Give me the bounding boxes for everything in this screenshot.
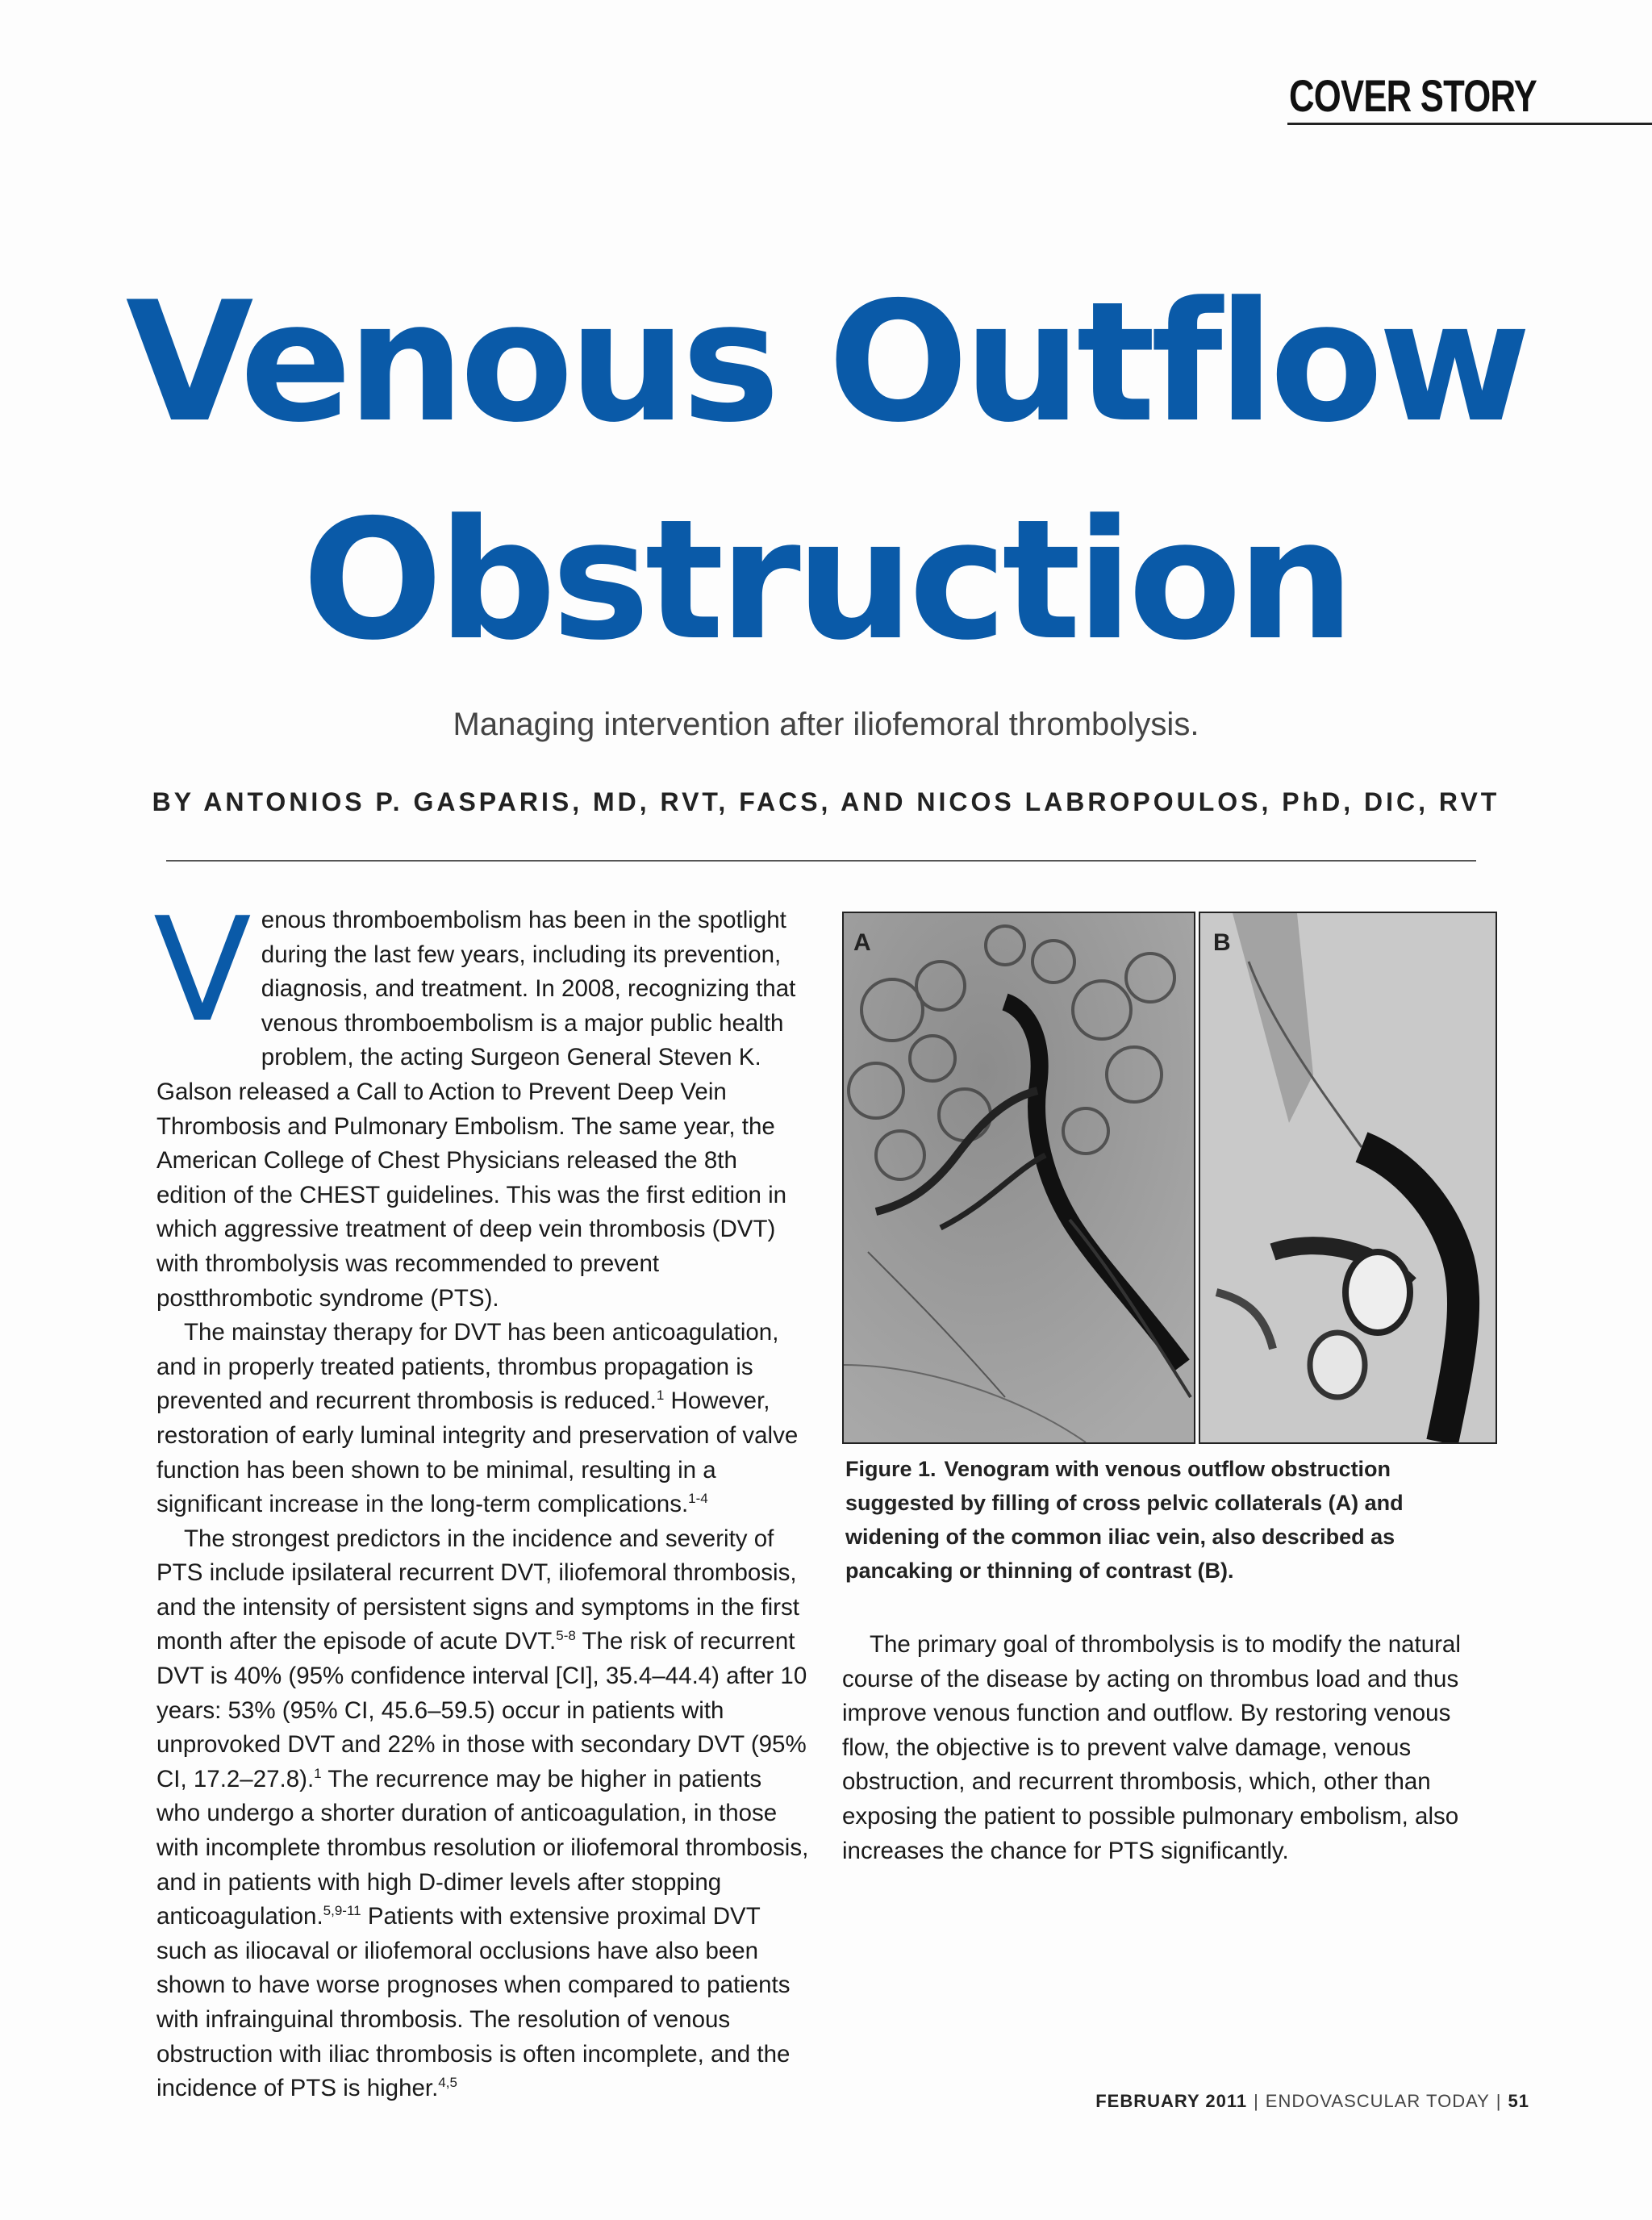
- reference-superscript: 1: [314, 1765, 322, 1781]
- reference-superscript: 1: [656, 1388, 665, 1404]
- paragraph-3-text-a: The strongest predictors in the incidence and severity of PTS include ipsilateral recurrent DVT, iliofemoral thrombosis, and the intensity of persistent signs and symptoms in the first month after the episode of acute DVT.: [156, 1525, 799, 1655]
- venogram-panel-a: [842, 912, 1195, 1444]
- reference-superscript: 4,5: [438, 2075, 457, 2091]
- paragraph-2-text-a: The mainstay therapy for DVT has been anticoagulation, and in properly treated patients, thrombus propagation is prevented and recurrent thrombosis is reduced.: [156, 1319, 779, 1415]
- footer-separator: |: [1496, 2091, 1502, 2111]
- reference-superscript: 1-4: [688, 1491, 708, 1507]
- page-footer: [1095, 2091, 1529, 2112]
- footer-publication: ENDOVASCULAR TODAY: [1265, 2091, 1490, 2111]
- panel-label-a: A: [853, 929, 871, 956]
- section-rule: [1287, 123, 1652, 125]
- reference-superscript: 5,9-11: [323, 1903, 361, 1919]
- paragraph-3: [156, 1522, 811, 2106]
- venogram-image-a: [844, 913, 1194, 1442]
- paragraph-3-text-b: The risk of recurrent DVT is 40% (95% confidence interval [CI], 35.4–44.4) after 10 years: 53% (95% CI, 45.6–59.5) occur in patients with unprovoked DVT and 22% in those with secondary DVT (95% CI, 17.2–27.8).: [156, 1628, 807, 1792]
- divider: [166, 860, 1476, 862]
- venogram-panel-b: [1199, 912, 1497, 1444]
- article-subtitle: Managing intervention after iliofemoral thrombolysis.: [453, 707, 1199, 742]
- article-title-line1: Venous Outflow: [125, 267, 1527, 459]
- paragraph-1-text: enous thromboembolism has been in the spotlight during the last few years, including its prevention, diagnosis, and treatment. In 2008, recognizing that venous thromboembolism is a major public health problem, the acting Surgeon General Steven K. Galson released a Call to Action to Prevent Deep Vein Thrombosis and Pulmonary Embolism. The same year, the American College of Chest Physicians released the 8th edition of the CHEST guidelines. This was the first edition in which aggressive treatment of deep vein thrombosis (DVT) with thrombolysis was recommended to prevent postthrombotic syndrome (PTS).: [156, 907, 796, 1312]
- caption-label: Figure 1.: [845, 1457, 937, 1481]
- footer-date: FEBRUARY 2011: [1095, 2091, 1248, 2111]
- figure-1: [842, 912, 1497, 1442]
- caption-text: Venogram with venous outflow obstruction suggested by filling of cross pelvic collaterals (A) and widening of the common iliac vein, also described as pancaking or thinning of contrast (B).: [845, 1457, 1404, 1583]
- panel-label-b: B: [1213, 929, 1231, 956]
- byline: BY ANTONIOS P. GASPARIS, MD, RVT, FACS, AND NICOS LABROPOULOS, PhD, DIC, RVT: [152, 787, 1500, 816]
- paragraph-4: The primary goal of thrombolysis is to modify the natural course of the disease by acting on thrombus load and thus improve venous function and outflow. By restoring venous flow, the objective is to prevent valve damage, venous obstruction, and recurrent thrombosis, which, other than exposing the patient to possible pulmonary embolism, also increases the chance for PTS significantly.: [842, 1631, 1461, 1864]
- page-number: 51: [1508, 2091, 1529, 2111]
- text-column-left: [153, 887, 811, 2106]
- paragraph-3-text-d: Patients with extensive proximal DVT such as iliocaval or iliofemoral occlusions have also been shown to have worse prognoses when compared to patients with infrainguinal thrombosis. The resolution of venous obstruction with iliac thrombosis is often incomplete, and the incidence of PTS is higher.: [156, 1903, 791, 2102]
- drop-cap: V: [153, 887, 252, 1054]
- paragraph-2: [156, 1316, 811, 1522]
- paragraph-3-text-c: The recurrence may be higher in patients who undergo a shorter duration of anticoagulation, in those with incomplete thrombus resolution or iliofemoral thrombosis, and in patients with high D-dimer levels after stopping anticoagulation.: [156, 1765, 809, 1930]
- paragraph-1: [153, 887, 811, 1316]
- paragraph-2-text-b: However, restoration of early luminal integrity and preservation of valve function has been shown to be minimal, resulting in a significant increase in the long-term complications.: [156, 1388, 799, 1518]
- section-label: COVER STORY: [1289, 70, 1537, 121]
- figure-caption: [845, 1452, 1500, 1588]
- venogram-image-b: [1200, 913, 1496, 1442]
- text-column-right: [842, 1628, 1497, 1868]
- footer-separator: |: [1254, 2091, 1259, 2111]
- reference-superscript: 5-8: [556, 1628, 576, 1644]
- article-title-line2: Obstruction: [302, 485, 1350, 677]
